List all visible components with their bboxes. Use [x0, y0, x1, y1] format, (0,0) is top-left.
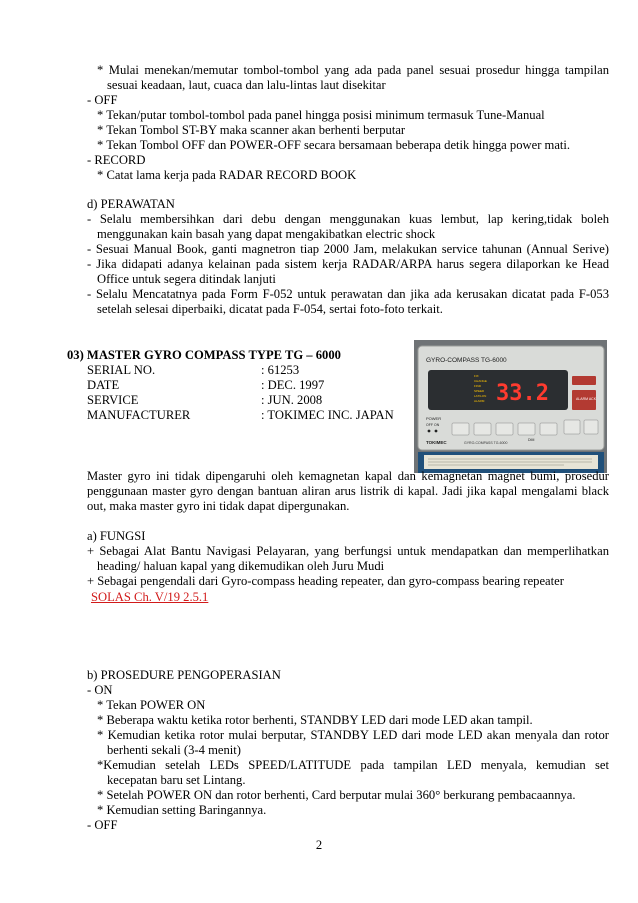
spec-value: : TOKIMEC INC. JAPAN — [261, 408, 394, 422]
text-line: - Jika didapati adanya kelainan pada sistem kerja RADAR/ARPA harus segera dilaporkan ke Head — [87, 257, 609, 271]
led-label: LAT/LON — [474, 394, 487, 398]
solas-reference-link[interactable]: SOLAS Ch. V/19 2.5.1 — [91, 590, 209, 604]
text-line: * Tekan Tombol ST-BY maka scanner akan berhenti berputar — [97, 123, 406, 137]
text-line: * Mulai menekan/memutar tombol-tombol yang ada pada panel sesuai prosedur hingga tampilan — [97, 63, 609, 77]
text-line: + Sebagai Alat Bantu Navigasi Pelayaran, yang berfungsi untuk mendapatkan dan memperlihatkan — [87, 544, 609, 558]
led-label: FIND — [474, 384, 481, 388]
text-line: kecepatan baru set Lintang. — [107, 773, 246, 787]
text-line: * Kemudian ketika rotor mulai berputar, STANDBY LED dari mode LED akan menyala dan rotor — [97, 728, 609, 742]
gyro-compass-photo — [414, 340, 607, 473]
text-line: * Beberapa waktu ketika rotor berhenti, STANDBY LED dari mode LED akan tampil. — [97, 713, 533, 727]
spec-value: : 61253 — [261, 363, 300, 377]
text-line: - Selalu membersihkan dari debu dengan menggunakan kuas lembut, lap kering,tidak boleh — [87, 212, 609, 226]
brand-label: TOKIMEC — [426, 440, 447, 445]
text-line: - Sesuai Manual Book, ganti magnetron tiap 2000 Jam, melakukan service tahunan (Annual Serive) — [87, 242, 609, 256]
text-line: * Setelah POWER ON dan rotor berhenti, Card berputar mulai 360° berkurang pembacaannya. — [97, 788, 576, 802]
section-heading: b) PROSEDURE PENGOPERASIAN — [87, 668, 281, 682]
text-line: * Tekan/putar tombol-tombol pada panel hingga posisi minimum termasuk Tune-Manual — [97, 108, 545, 122]
page-number: 2 — [315, 838, 323, 852]
gyro-panel-drawing — [414, 340, 607, 473]
section-heading: d) PERAWATAN — [87, 197, 175, 211]
led-label: FIX — [474, 374, 479, 378]
alarm-ack-label: ALARM ACK — [576, 397, 597, 401]
on-off-label: OFF ON — [426, 423, 440, 427]
paragraph-line: Master gyro ini tidak dipengaruhi oleh kemagnetan kapal dan kemagnetan magnet bumi, prosedur — [87, 469, 609, 483]
spec-label: DATE — [87, 378, 120, 392]
text-line: sesuai keadaan, laut, cuaca dan lalu-lintas laut disekitar — [107, 78, 386, 92]
panel-title: GYRO-COMPASS TG-6000 — [426, 357, 507, 364]
text-line: * Catat lama kerja pada RADAR RECORD BOOK — [97, 168, 357, 182]
text-line: - ON — [87, 683, 113, 697]
section-title: 03) MASTER GYRO COMPASS TYPE TG – 6000 — [67, 348, 341, 362]
dim-label: DIM — [528, 438, 535, 442]
text-line: setelah selesai diperbaiki, dicatat pada F-054, sertai foto-foto terkait. — [97, 302, 443, 316]
text-line: heading/ haluan kapal yang dikemudikan oleh Juru Mudi — [97, 559, 385, 573]
text-line: - Selalu Mencatatnya pada Form F-052 untuk perawatan dan jika ada kerusakan dicatat pada F-053 — [87, 287, 609, 301]
led-label: ALARM — [474, 399, 485, 403]
text-line: berhenti sekali (3-4 menit) — [107, 743, 241, 757]
led-label: CHANGE — [474, 379, 487, 383]
model-label: GYRO-COMPASS TG-6000 — [464, 441, 508, 445]
spec-label: SERIAL NO. — [87, 363, 156, 377]
paragraph-line: penggunaan master gyro dengan bantuan aliran arus listrik di kapal. Jadi jika kapal mengalami black — [87, 484, 609, 498]
text-line: - OFF — [87, 818, 118, 832]
power-label: POWER — [426, 416, 442, 421]
led-label: SPEED — [474, 389, 485, 393]
spec-value: : DEC. 1997 — [261, 378, 325, 392]
text-line: menggunakan kain basah yang dapat mengakibatkan electric shock — [97, 227, 436, 241]
text-line: *Kemudian setelah LEDs SPEED/LATITUDE pada tampilan LED menyala, kemudian set — [97, 758, 609, 772]
text-line: * Kemudian setting Baringannya. — [97, 803, 267, 817]
text-line: + Sebagai pengendali dari Gyro-compass heading repeater, dan gyro-compass bearing repeater — [87, 574, 564, 588]
spec-label: MANUFACTURER — [87, 408, 191, 422]
text-line: * Tekan Tombol OFF dan POWER-OFF secara bersamaan beberapa detik hingga power mati. — [97, 138, 571, 152]
paragraph-line: out, maka master gyro ini tidak dapat dipergunakan. — [87, 499, 350, 513]
heading-display: 33.2 — [496, 381, 549, 406]
text-line: - RECORD — [87, 153, 146, 167]
text-line: Office untuk segera ditindak lanjuti — [97, 272, 276, 286]
text-line: - OFF — [87, 93, 118, 107]
spec-label: SERVICE — [87, 393, 139, 407]
spec-value: : JUN. 2008 — [261, 393, 323, 407]
text-line: * Tekan POWER ON — [97, 698, 206, 712]
section-heading: a) FUNGSI — [87, 529, 146, 543]
